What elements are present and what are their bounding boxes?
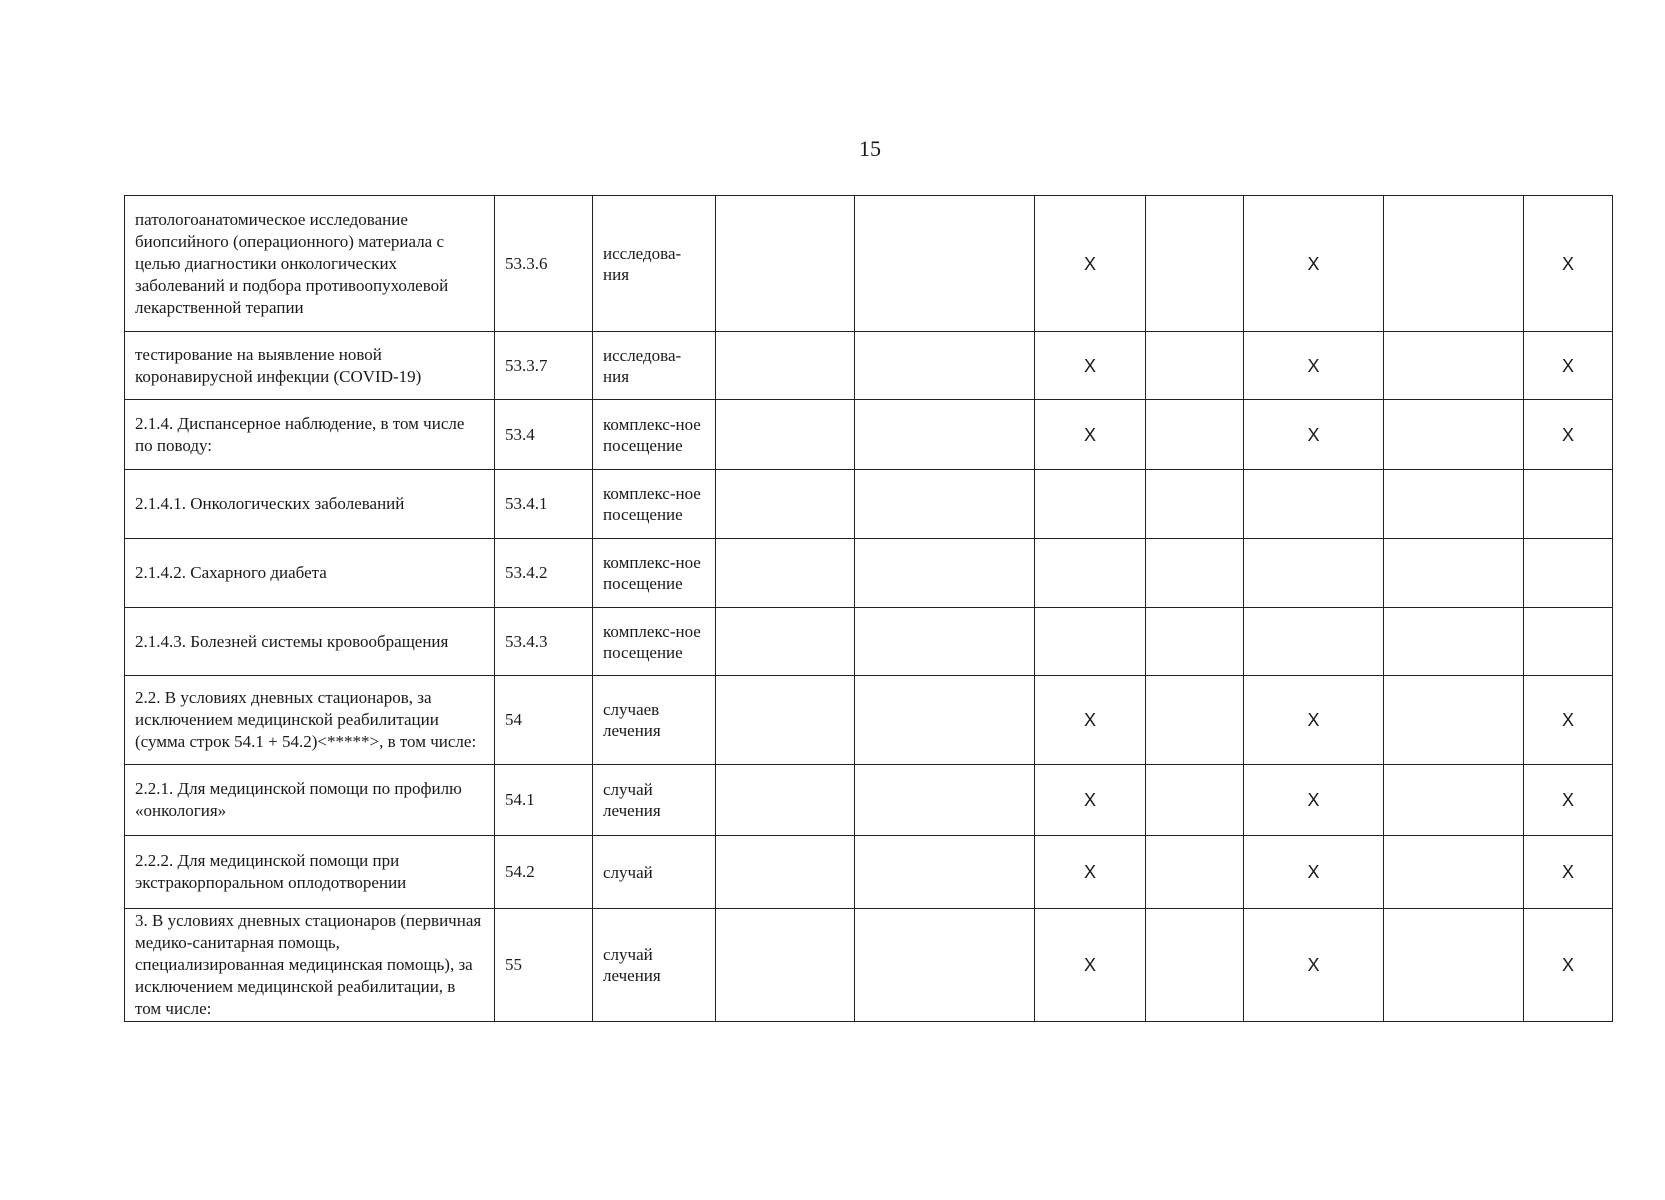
x-mark-cell: [1035, 608, 1146, 676]
empty-cell: [1384, 539, 1524, 608]
row-name-cell: 2.2. В условиях дневных стационаров, за исключением медицинской реабилитации (сумма строк 54.1 + 54.2)<*****>, в том числе:: [125, 676, 495, 765]
table-row: [125, 909, 1613, 1022]
empty-cell: [855, 676, 1035, 765]
x-mark-cell: Х: [1524, 400, 1613, 470]
x-mark-cell: Х: [1035, 196, 1146, 332]
x-mark-cell: [1244, 539, 1384, 608]
x-mark-cell: [1035, 539, 1146, 608]
table-row: [125, 836, 1613, 909]
x-mark-cell: Х: [1524, 909, 1613, 1022]
empty-cell: [1146, 909, 1244, 1022]
row-name-cell: патологоанатомическое исследование биопсийного (операционного) материала с целью диагностики онкологических заболеваний и подбора противоопухолевой лекарственной терапии: [125, 196, 495, 332]
row-code-cell: 55: [495, 909, 593, 1022]
x-mark-cell: [1524, 539, 1613, 608]
empty-cell: [716, 400, 855, 470]
empty-cell: [716, 470, 855, 539]
row-unit-cell: случай: [593, 836, 716, 909]
empty-cell: [1146, 608, 1244, 676]
empty-cell: [855, 909, 1035, 1022]
row-unit-cell: случай лечения: [593, 765, 716, 836]
empty-cell: [1384, 765, 1524, 836]
row-name-cell: 2.2.2. Для медицинской помощи при экстракорпоральном оплодотворении: [125, 836, 495, 909]
empty-cell: [716, 676, 855, 765]
table-row: [125, 196, 1613, 332]
table-row: [125, 470, 1613, 539]
empty-cell: [1384, 836, 1524, 909]
empty-cell: [716, 196, 855, 332]
row-unit-cell: комплекс-ное посещение: [593, 470, 716, 539]
row-name-cell: 2.1.4.3. Болезней системы кровообращения: [125, 608, 495, 676]
empty-cell: [1146, 765, 1244, 836]
empty-cell: [1384, 608, 1524, 676]
empty-cell: [716, 909, 855, 1022]
empty-cell: [1146, 470, 1244, 539]
row-code-cell: 53.4.2: [495, 539, 593, 608]
table-row: [125, 608, 1613, 676]
empty-cell: [716, 765, 855, 836]
table-row: [125, 332, 1613, 400]
table-row: [125, 539, 1613, 608]
row-name-cell: 2.1.4.1. Онкологических заболеваний: [125, 470, 495, 539]
empty-cell: [1146, 196, 1244, 332]
row-unit-cell: случаев лечения: [593, 676, 716, 765]
row-code-cell: 54.2: [495, 836, 593, 909]
x-mark-cell: [1244, 470, 1384, 539]
x-mark-cell: Х: [1524, 836, 1613, 909]
x-mark-cell: Х: [1035, 909, 1146, 1022]
empty-cell: [1146, 836, 1244, 909]
row-name-cell: 2.1.4.2. Сахарного диабета: [125, 539, 495, 608]
empty-cell: [855, 765, 1035, 836]
row-name-cell: тестирование на выявление новой коронавирусной инфекции (COVID-19): [125, 332, 495, 400]
empty-cell: [1384, 196, 1524, 332]
x-mark-cell: [1244, 608, 1384, 676]
empty-cell: [1146, 332, 1244, 400]
empty-cell: [716, 608, 855, 676]
empty-cell: [855, 332, 1035, 400]
empty-cell: [1384, 332, 1524, 400]
x-mark-cell: Х: [1244, 332, 1384, 400]
x-mark-cell: Х: [1244, 676, 1384, 765]
row-unit-cell: комплекс-ное посещение: [593, 608, 716, 676]
empty-cell: [855, 539, 1035, 608]
row-code-cell: 53.3.6: [495, 196, 593, 332]
empty-cell: [1146, 400, 1244, 470]
x-mark-cell: Х: [1524, 676, 1613, 765]
x-mark-cell: Х: [1244, 400, 1384, 470]
row-code-cell: 53.3.7: [495, 332, 593, 400]
x-mark-cell: Х: [1524, 196, 1613, 332]
table-row: [125, 676, 1613, 765]
page-number: 15: [859, 136, 881, 161]
empty-cell: [716, 539, 855, 608]
x-mark-cell: Х: [1244, 765, 1384, 836]
row-unit-cell: комплекс-ное посещение: [593, 400, 716, 470]
empty-cell: [855, 196, 1035, 332]
x-mark-cell: [1035, 470, 1146, 539]
empty-cell: [1146, 676, 1244, 765]
empty-cell: [855, 470, 1035, 539]
row-code-cell: 53.4.1: [495, 470, 593, 539]
row-unit-cell: случай лечения: [593, 909, 716, 1022]
x-mark-cell: [1524, 608, 1613, 676]
empty-cell: [1384, 909, 1524, 1022]
x-mark-cell: [1524, 470, 1613, 539]
row-unit-cell: комплекс-ное посещение: [593, 539, 716, 608]
x-mark-cell: Х: [1035, 765, 1146, 836]
table-row: [125, 765, 1613, 836]
row-code-cell: 53.4: [495, 400, 593, 470]
x-mark-cell: Х: [1524, 765, 1613, 836]
x-mark-cell: Х: [1035, 332, 1146, 400]
row-code-cell: 53.4.3: [495, 608, 593, 676]
empty-cell: [855, 836, 1035, 909]
empty-cell: [1384, 676, 1524, 765]
empty-cell: [1384, 470, 1524, 539]
empty-cell: [855, 608, 1035, 676]
empty-cell: [716, 836, 855, 909]
x-mark-cell: Х: [1035, 676, 1146, 765]
x-mark-cell: Х: [1524, 332, 1613, 400]
x-mark-cell: Х: [1035, 400, 1146, 470]
row-name-cell: 2.1.4. Диспансерное наблюдение, в том числе по поводу:: [125, 400, 495, 470]
row-unit-cell: исследова-ния: [593, 196, 716, 332]
x-mark-cell: Х: [1244, 196, 1384, 332]
data-table: [124, 195, 1613, 1022]
row-name-cell: 3. В условиях дневных стационаров (первичная медико-санитарная помощь, специализированная медицинская помощь), за исключением медицинской реабилитации, в том числе:: [125, 909, 495, 1022]
row-name-cell: 2.2.1. Для медицинской помощи по профилю «онкология»: [125, 765, 495, 836]
empty-cell: [1384, 400, 1524, 470]
empty-cell: [855, 400, 1035, 470]
x-mark-cell: Х: [1244, 836, 1384, 909]
empty-cell: [1146, 539, 1244, 608]
empty-cell: [716, 332, 855, 400]
x-mark-cell: Х: [1244, 909, 1384, 1022]
row-code-cell: 54.1: [495, 765, 593, 836]
row-unit-cell: исследова-ния: [593, 332, 716, 400]
x-mark-cell: Х: [1035, 836, 1146, 909]
table-row: [125, 400, 1613, 470]
row-code-cell: 54: [495, 676, 593, 765]
